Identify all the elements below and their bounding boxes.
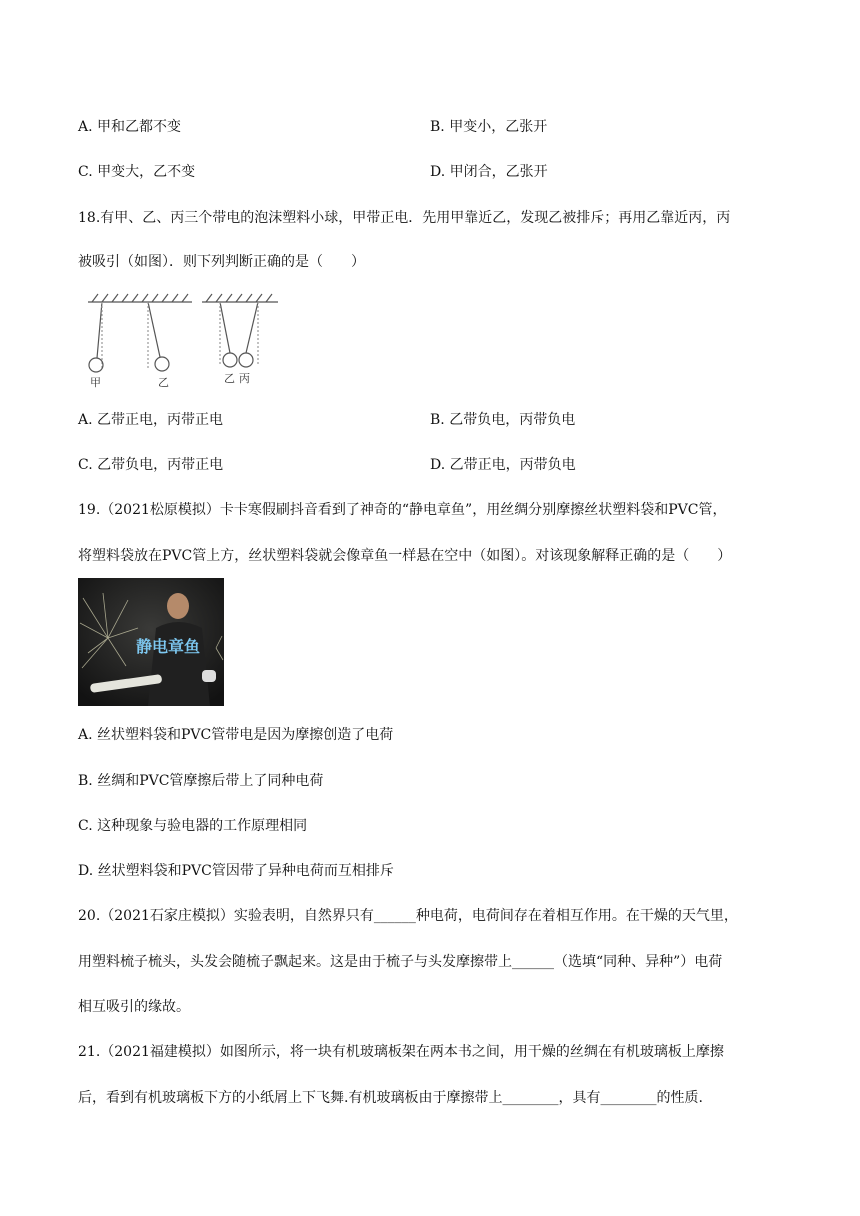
q17-option-a: A. 甲和乙都不变 (78, 119, 182, 135)
q19-option-b: B. 丝绸和PVC管摩擦后带上了同种电荷 (78, 773, 324, 789)
static-octopus-photo (78, 578, 224, 706)
q19-stem-line2: 将塑料袋放在PVC管上方，丝状塑料袋就会像章鱼一样悬在空中（如图）。对该现象解释正确的是（ ） (78, 548, 732, 564)
q21-line1: 21.（2021福建模拟）如图所示，将一块有机玻璃板架在两本书之间，用干燥的丝绸在有机玻璃板上摩擦 (78, 1044, 724, 1060)
label-jia: 甲 (90, 376, 101, 389)
q18-option-a: A. 乙带正电，丙带正电 (78, 412, 224, 428)
q17-option-b: B. 甲变小，乙张开 (430, 119, 548, 135)
photo-caption: 静电章鱼 (136, 637, 201, 656)
q20-line1: 20.（2021石家庄模拟）实验表明，自然界只有______种电荷，电荷间存在着相互作用。在干燥的天气里， (78, 908, 738, 924)
label-yi-2: 乙 (224, 372, 235, 385)
q19-option-a: A. 丝状塑料袋和PVC管带电是因为摩擦创造了电荷 (78, 727, 394, 743)
q17-option-c: C. 甲变大，乙不变 (78, 164, 196, 180)
q19-option-c: C. 这种现象与验电器的工作原理相同 (78, 818, 308, 834)
q21-line2: 后，看到有机玻璃板下方的小纸屑上下飞舞.有机玻璃板由于摩擦带上________，具有________的性质. (78, 1090, 703, 1106)
q18-option-c: C. 乙带负电，丙带正电 (78, 457, 224, 473)
q18-stem-line1: 18.有甲、乙、丙三个带电的泡沫塑料小球，甲带正电．先用甲靠近乙，发现乙被排斥；再用乙靠近丙，丙 (78, 210, 731, 226)
label-bing: 丙 (239, 372, 250, 385)
q19-stem-line1: 19.（2021松原模拟）卡卡寒假刷抖音看到了神奇的“静电章鱼”，用丝绸分别摩擦丝状塑料袋和PVC管， (78, 502, 727, 518)
q19-option-d: D. 丝状塑料袋和PVC管因带了异种电荷而互相排斥 (78, 863, 394, 879)
q18-option-d: D. 乙带正电，丙带负电 (430, 457, 576, 473)
label-yi: 乙 (158, 376, 169, 389)
q18-stem-line2: 被吸引（如图）．则下列判断正确的是（ ） (78, 254, 365, 270)
q20-line2: 用塑料梳子梳头，头发会随梳子飘起来。这是由于梳子与头发摩擦带上______（选填“同种、异种”）电荷 (78, 954, 723, 970)
q20-line3: 相互吸引的缘故。 (78, 999, 190, 1015)
q18-pendulum-figure (80, 290, 280, 392)
q17-option-d: D. 甲闭合，乙张开 (430, 164, 548, 180)
q18-option-b: B. 乙带负电，丙带负电 (430, 412, 576, 428)
